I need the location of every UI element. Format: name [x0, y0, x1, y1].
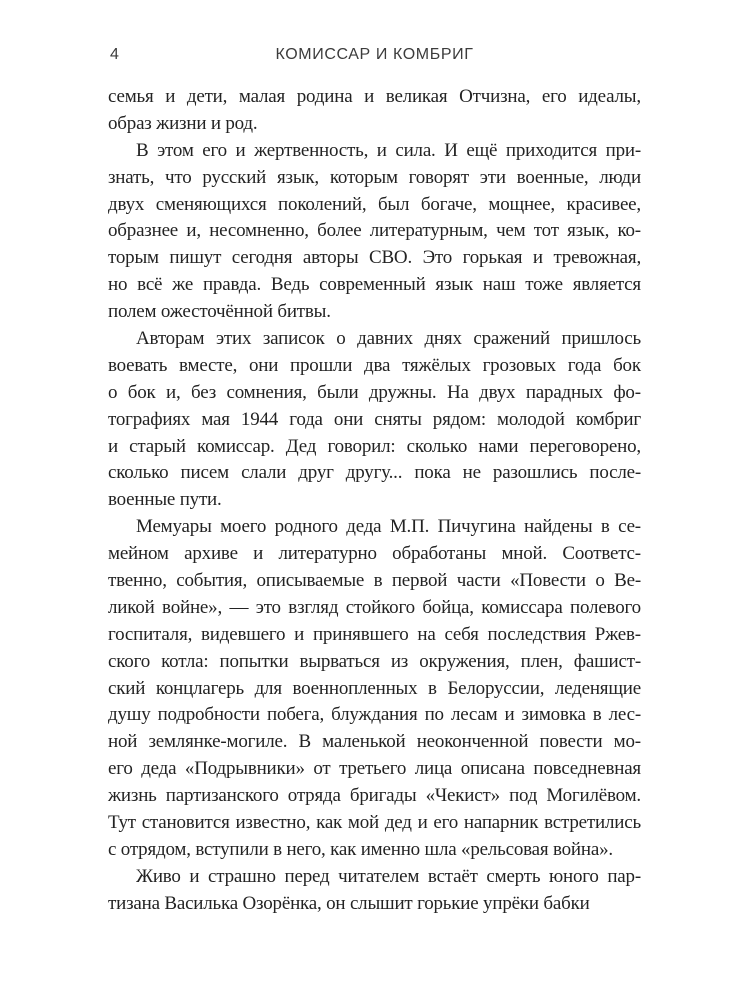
text-line: Тут становится известно, как мой дед и его напарник встретились [108, 812, 641, 834]
body-text [108, 84, 641, 918]
text-line: ликой войне», — это взгляд стойкого бойца, комиссара полевого [108, 596, 641, 618]
page-header [108, 46, 641, 68]
text-line: мейном архиве и литературно обработаны мной. Соответс- [108, 543, 641, 565]
text-line: ной землянке-могиле. В маленькой неоконченной повести мо- [108, 731, 641, 753]
text-line: госпиталя, видевшего и принявшего на себя последствия Ржев- [108, 623, 641, 645]
text-line: ского котла: попытки вырваться из окружения, плен, фашист- [108, 650, 641, 672]
page-number: 4 [110, 46, 119, 63]
text-line: военные пути. [108, 489, 222, 511]
text-line: тографиях мая 1944 года они сняты рядом: молодой комбриг [108, 408, 641, 430]
text-line: ский концлагерь для военнопленных в Белоруссии, леденящие [108, 677, 641, 699]
text-line: Мемуары моего родного деда М.П. Пичугина найдены в се- [136, 516, 641, 538]
text-line: торым пишут сегодня авторы СВО. Это горькая и тревожная, [108, 247, 641, 269]
text-line: Живо и страшно перед читателем встаёт смерть юного пар- [136, 865, 641, 887]
text-line: твенно, события, описываемые в первой части «Повести о Ве- [108, 570, 641, 592]
text-line: но всё же правда. Ведь современный язык наш тоже является [108, 274, 641, 296]
text-line: знать, что русский язык, которым говорят эти военные, люди [108, 166, 641, 188]
text-line: его деда «Подрывники» от третьего лица описана повседневная [108, 758, 641, 780]
text-line: сколько писем слали друг другу... пока не разошлись после- [108, 462, 641, 484]
text-line: и старый комиссар. Дед говорил: сколько нами переговорено, [108, 435, 641, 457]
text-line: душу подробности побега, блуждания по лесам и зимовка в лес- [108, 704, 641, 726]
text-line: образ жизни и род. [108, 112, 258, 134]
running-title: КОМИССАР И КОМБРИГ [275, 46, 474, 63]
text-line: В этом его и жертвенность, и сила. И ещё приходится при- [136, 139, 641, 161]
text-line: о бок и, без сомнения, были дружны. На двух парадных фо- [108, 381, 641, 403]
text-line: жизнь партизанского отряда бригады «Чекист» под Могилёвом. [108, 785, 641, 807]
text-line: полем ожесточённой битвы. [108, 301, 331, 323]
text-line: воевать вместе, они прошли два тяжёлых грозовых года бок [108, 354, 641, 376]
text-line: двух сменяющихся поколений, был богаче, мощнее, красивее, [108, 193, 641, 215]
text-line: образнее и, несомненно, более литературным, чем тот язык, ко- [108, 220, 641, 242]
text-line: Авторам этих записок о давних днях сражений пришлось [136, 328, 641, 350]
text-line: семья и дети, малая родина и великая Отчизна, его идеалы, [108, 86, 641, 107]
text-line: с отрядом, вступили в него, как именно шла «рельсовая война». [108, 838, 613, 860]
text-line: тизана Василька Озорёнка, он слышит горькие упрёки бабки [108, 892, 590, 914]
